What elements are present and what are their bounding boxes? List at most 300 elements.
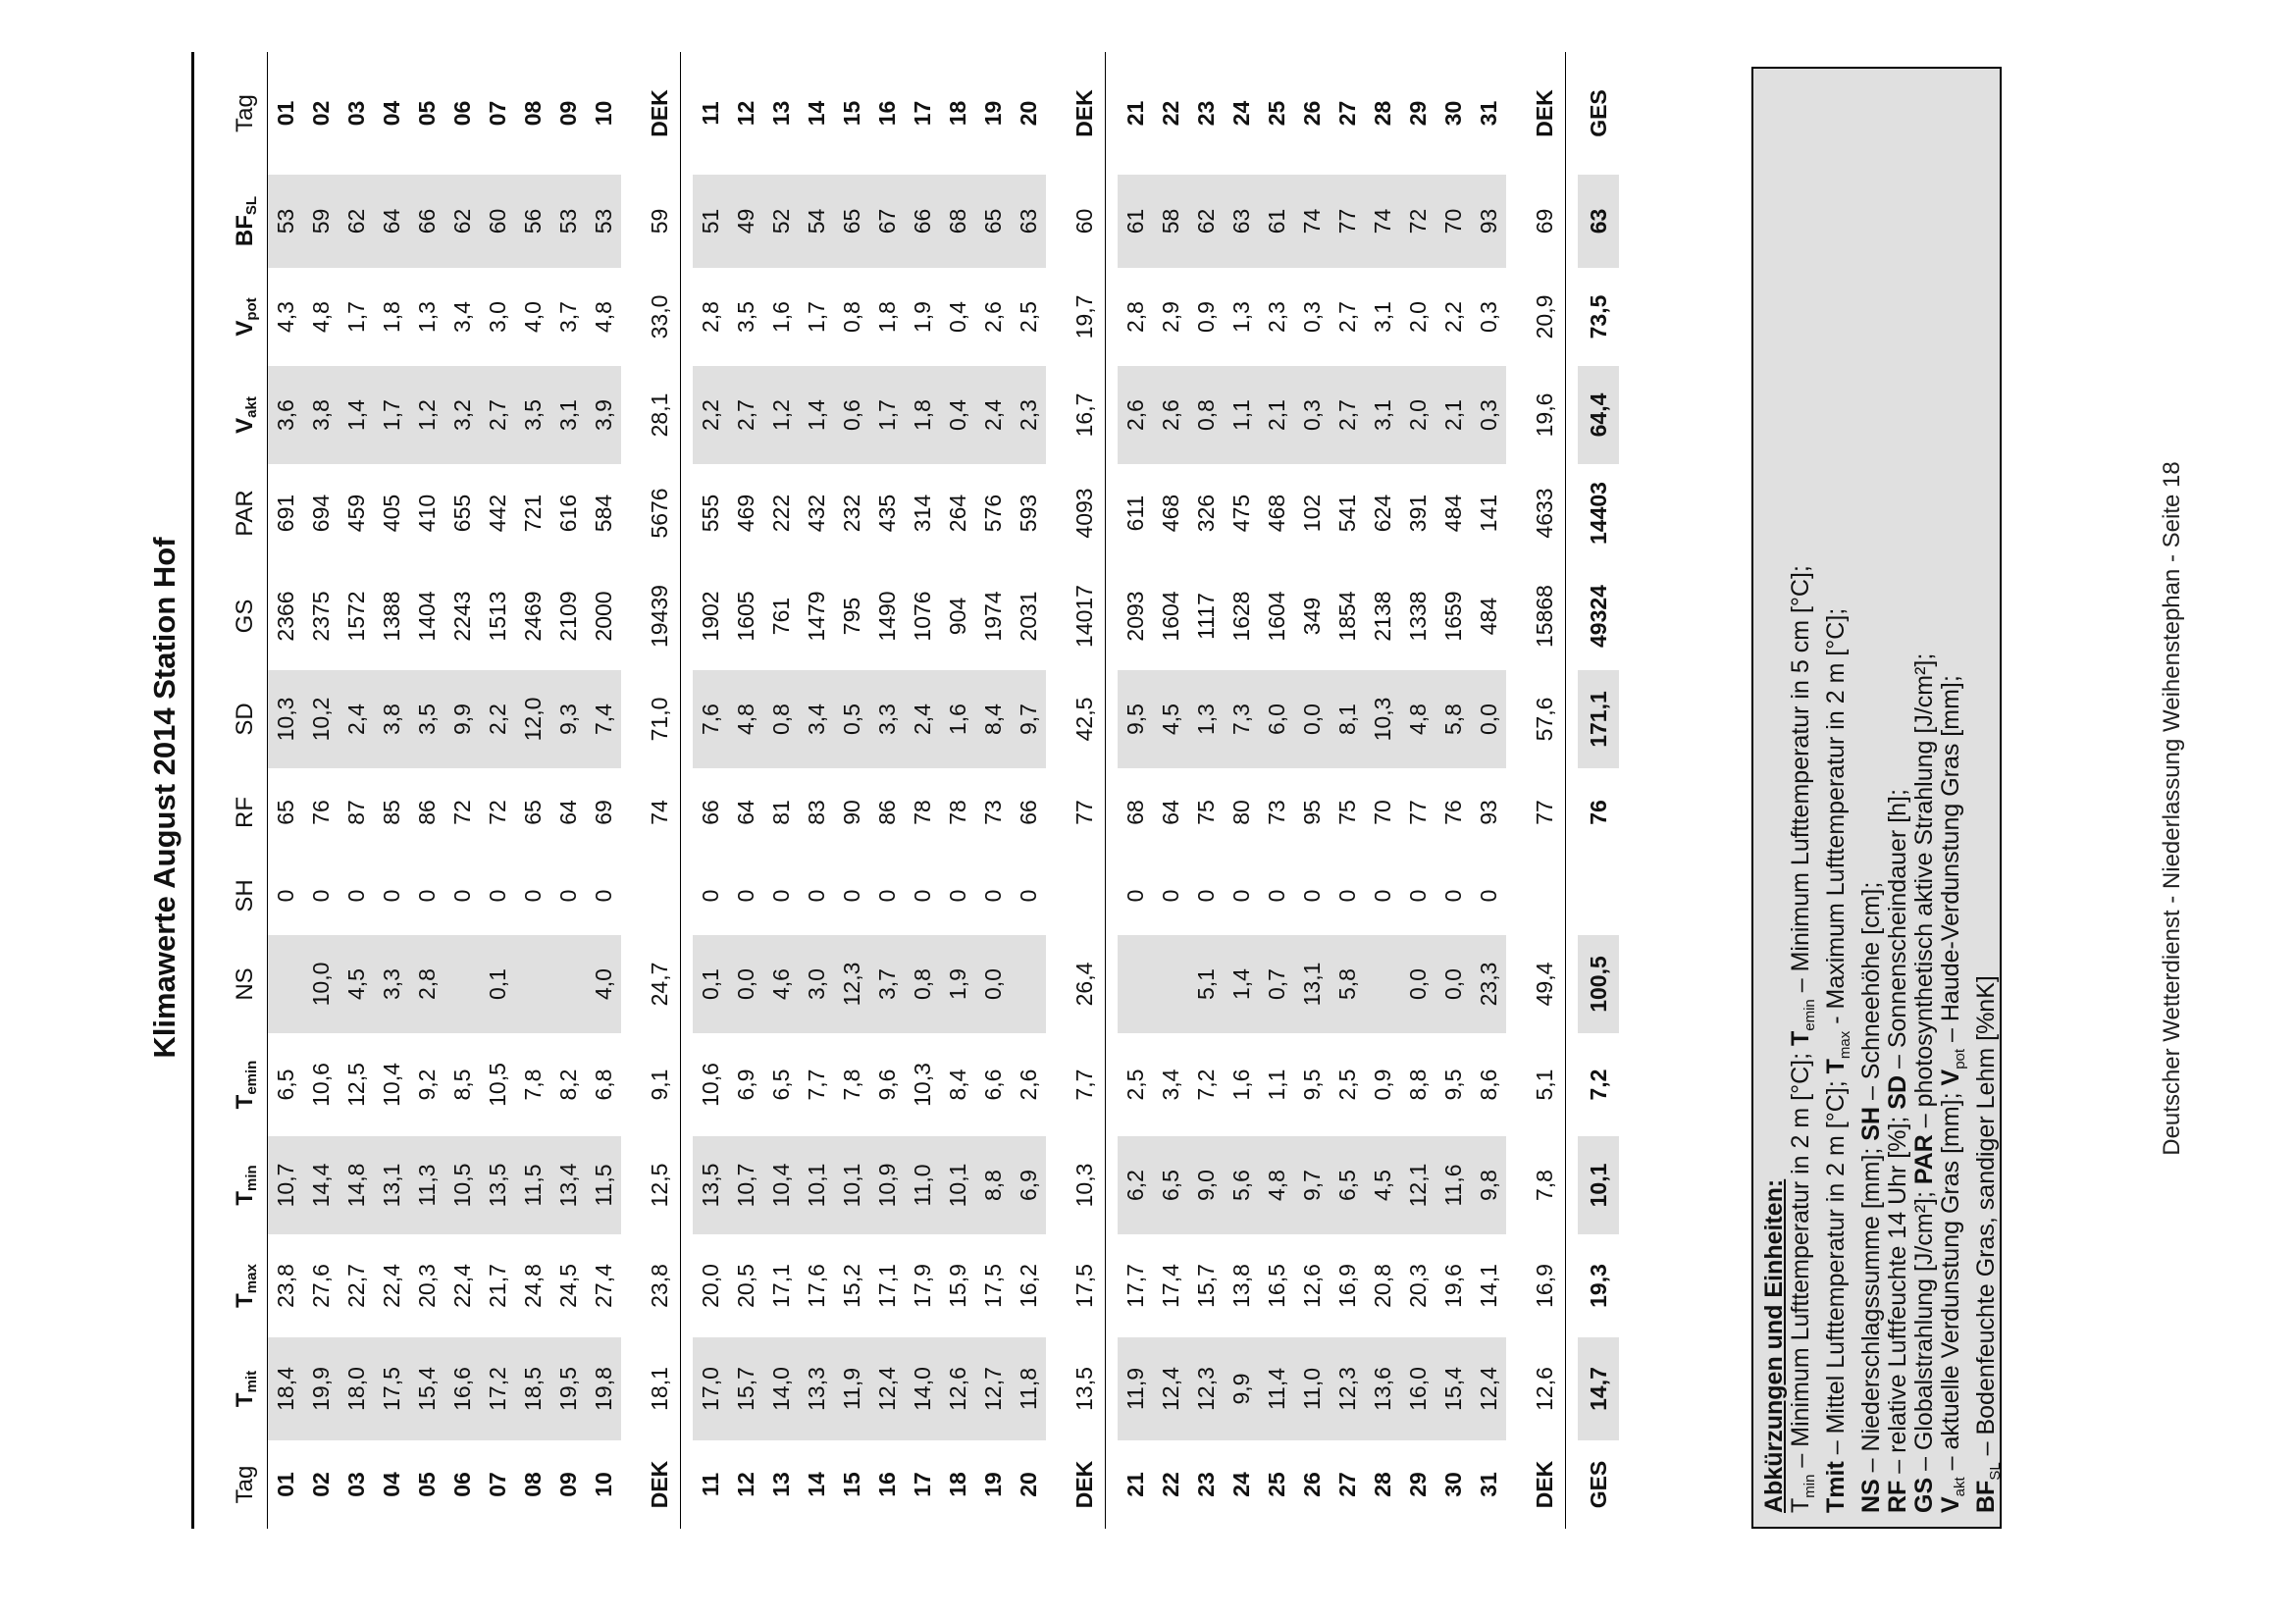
legend-lines — [1788, 82, 2009, 1513]
cell-tag: 22 — [1157, 1472, 1183, 1497]
cell-sh: 0 — [413, 889, 440, 903]
cell-sd: 9,5 — [1118, 670, 1153, 768]
cell-ns: 49,4 — [1531, 962, 1557, 1007]
cell-bfsl: 49 — [728, 175, 763, 268]
cell-tag2: 05 — [413, 100, 440, 127]
cell-tmit: 15,4 — [409, 1337, 444, 1440]
cell-sh: 0 — [272, 889, 298, 903]
cell-vakt: 2,6 — [1153, 366, 1188, 464]
cell-tag: 21 — [1122, 1472, 1148, 1497]
cell-tmin: 6,5 — [1153, 1136, 1188, 1234]
cell-ns: 23,3 — [1471, 935, 1506, 1033]
cell-tmax: 24,5 — [554, 1264, 581, 1308]
cell-rf: 65 — [272, 800, 298, 825]
column-header-tag: Tag — [224, 1440, 268, 1529]
cell-vpot: 0,9 — [1192, 301, 1219, 333]
cell-rf: 75 — [1333, 800, 1360, 825]
cell-par: 624 — [1369, 494, 1395, 533]
cell-par: 14403 — [1585, 482, 1611, 545]
cell-tmax: 20,3 — [1404, 1264, 1431, 1308]
cell-temin: 8,5 — [448, 1069, 475, 1101]
cell-rf: 66 — [697, 800, 723, 825]
legend-box — [1751, 67, 2002, 1529]
cell-rf: 78 — [909, 800, 935, 825]
cell-tmin: 10,4 — [763, 1136, 799, 1234]
cell-sh — [639, 857, 681, 935]
cell-vpot: 2,9 — [1157, 301, 1183, 333]
cell-par: 314 — [909, 494, 935, 533]
cell-vpot: 0,3 — [1475, 301, 1501, 333]
table-row — [940, 52, 975, 1529]
cell-tmit: 16,0 — [1400, 1337, 1435, 1440]
cell-par: 616 — [554, 494, 581, 533]
cell-temin: 10,6 — [697, 1063, 723, 1107]
cell-vakt: 2,1 — [1435, 366, 1471, 464]
row-spacer — [681, 52, 694, 1529]
cell-tmin: 12,1 — [1400, 1136, 1435, 1234]
column-header-gs: GS — [224, 562, 268, 670]
cell-vpot: 2,3 — [1263, 301, 1289, 333]
cell-tmin: 6,9 — [1011, 1136, 1046, 1234]
cell-vpot: 3,1 — [1369, 301, 1395, 333]
cell-par: 475 — [1227, 494, 1254, 533]
legend-heading: Abkürzungen und Einheiten: — [1760, 1178, 1788, 1513]
cell-tag2: 03 — [342, 100, 369, 127]
cell-tmit: 12,6 — [1531, 1367, 1557, 1411]
cell-sd: 12,0 — [515, 670, 550, 768]
cell-temin: 2,5 — [1333, 1069, 1360, 1101]
cell-temin: 9,2 — [413, 1069, 440, 1101]
cell-sh: 0 — [1015, 889, 1041, 903]
column-header-sd: SD — [224, 670, 268, 768]
row-spacer — [1506, 52, 1524, 1529]
table-row — [550, 52, 586, 1529]
cell-gs: 2375 — [307, 591, 334, 642]
cell-tmin: 4,5 — [1365, 1136, 1400, 1234]
cell-ns — [1153, 935, 1188, 1033]
cell-sh: 0 — [873, 889, 900, 903]
cell-sd: 5,8 — [1435, 670, 1471, 768]
table-row — [1330, 52, 1365, 1529]
row-spacer — [1106, 52, 1119, 1529]
cell-tag: 20 — [1015, 1472, 1041, 1497]
cell-vakt: 1,2 — [763, 366, 799, 464]
column-header-par: PAR — [224, 464, 268, 562]
cell-bfsl: 63 — [1224, 175, 1259, 268]
cell-tmin: 10,1 — [1578, 1136, 1619, 1234]
cell-rf: 78 — [944, 800, 970, 825]
cell-tmit: 14,7 — [1578, 1337, 1619, 1440]
cell-ns: 24,7 — [646, 962, 672, 1007]
cell-tag2: 06 — [448, 100, 475, 127]
cell-vpot: 0,4 — [944, 301, 970, 333]
cell-gs: 1117 — [1192, 593, 1219, 640]
cell-ns: 0,0 — [975, 935, 1011, 1033]
cell-tmit: 14,0 — [905, 1337, 940, 1440]
cell-temin: 7,7 — [803, 1069, 829, 1101]
cell-rf: 76 — [1585, 800, 1611, 825]
cell-ns: 0,1 — [480, 935, 515, 1033]
cell-tag2: 04 — [378, 100, 404, 127]
cell-par: 222 — [767, 494, 794, 533]
cell-tag2: 27 — [1333, 100, 1360, 127]
cell-sh: 0 — [1369, 889, 1395, 903]
table-row — [409, 52, 444, 1529]
cell-tag2: 14 — [803, 100, 829, 127]
cell-temin: 1,1 — [1263, 1069, 1289, 1101]
cell-sh: 0 — [307, 889, 334, 903]
cell-tag2: 21 — [1122, 100, 1148, 127]
cell-tag2: 25 — [1263, 100, 1289, 127]
cell-bfsl: 65 — [975, 175, 1011, 268]
column-header-vakt: $V_{akt}$ — [224, 366, 268, 464]
cell-par: 405 — [378, 494, 404, 533]
cell-vakt: 3,2 — [444, 366, 480, 464]
cell-sd: 3,3 — [869, 670, 905, 768]
cell-temin: 10,5 — [484, 1063, 510, 1107]
legend-line: Tmit – Mittel Lufttemperatur in 2 m [°C]; $T_{max}$ - Maximum Lufttemperatur in 2 m [°C]; — [1822, 607, 1853, 1513]
cell-tmin: 8,8 — [975, 1136, 1011, 1234]
table-row — [515, 52, 550, 1529]
column-header-ns: NS — [224, 935, 268, 1033]
cell-par: 326 — [1192, 494, 1219, 533]
cell-bfsl: 60 — [480, 175, 515, 268]
cell-ns: 4,0 — [586, 935, 621, 1033]
cell-temin: 7,2 — [1192, 1069, 1219, 1101]
cell-bfsl: 74 — [1294, 175, 1330, 268]
cell-rf: 64 — [554, 800, 581, 825]
cell-rf: 72 — [484, 800, 510, 825]
cell-rf: 69 — [590, 800, 616, 825]
cell-tmin: 13,5 — [693, 1136, 728, 1234]
cell-tag: 15 — [838, 1472, 864, 1497]
cell-ns — [1011, 935, 1046, 1033]
cell-tmit: 18,1 — [646, 1367, 672, 1411]
cell-vakt: 2,1 — [1259, 366, 1294, 464]
cell-par: 468 — [1157, 494, 1183, 533]
cell-tmin: 4,8 — [1259, 1136, 1294, 1234]
cell-temin: 6,5 — [767, 1069, 794, 1101]
cell-sd: 42,5 — [1070, 697, 1097, 742]
cell-gs: 2469 — [519, 591, 546, 642]
cell-tmit: 18,0 — [339, 1337, 374, 1440]
cell-temin: 8,6 — [1475, 1069, 1501, 1101]
table-row — [1471, 52, 1506, 1529]
cell-sd: 8,1 — [1330, 670, 1365, 768]
cell-vakt: 3,1 — [1365, 366, 1400, 464]
cell-tmax: 17,5 — [979, 1264, 1006, 1308]
cell-vpot: 20,9 — [1531, 294, 1557, 339]
cell-temin: 9,5 — [1298, 1069, 1325, 1101]
cell-vpot: 1,8 — [873, 301, 900, 333]
cell-ns: 5,8 — [1330, 935, 1365, 1033]
cell-tag: 31 — [1475, 1472, 1501, 1497]
column-header-tag2: Tag — [224, 52, 268, 175]
cell-bfsl: 51 — [693, 175, 728, 268]
cell-rf: 73 — [1263, 800, 1289, 825]
cell-tag: 09 — [554, 1472, 581, 1497]
cell-sd: 2,4 — [905, 670, 940, 768]
cell-tmax: 12,6 — [1298, 1264, 1325, 1308]
cell-tmax: 23,8 — [272, 1264, 298, 1308]
cell-sh: 0 — [909, 889, 935, 903]
cell-vpot: 3,7 — [554, 301, 581, 333]
table-row — [1259, 52, 1294, 1529]
cell-vakt: 0,3 — [1294, 366, 1330, 464]
cell-vakt: 2,7 — [728, 366, 763, 464]
cell-sh: 0 — [1475, 889, 1501, 903]
cell-gs: 14017 — [1070, 585, 1097, 648]
cell-par: 484 — [1439, 494, 1466, 533]
cell-sh: 0 — [1404, 889, 1431, 903]
cell-sh: 0 — [1227, 889, 1254, 903]
cell-rf: 75 — [1192, 800, 1219, 825]
table-row — [480, 52, 515, 1529]
cell-gs: 1604 — [1157, 591, 1183, 642]
cell-tmax: 17,1 — [873, 1264, 900, 1308]
cell-ns: 0,0 — [728, 935, 763, 1033]
cell-vakt: 2,3 — [1011, 366, 1046, 464]
cell-par: 4633 — [1531, 488, 1557, 539]
cell-par: 593 — [1015, 494, 1041, 533]
cell-sd: 8,4 — [975, 670, 1011, 768]
cell-tmit: 12,4 — [1153, 1337, 1188, 1440]
cell-sh: 0 — [484, 889, 510, 903]
cell-tag2: DEK — [646, 89, 672, 137]
cell-tag2: 30 — [1439, 100, 1466, 127]
cell-ns: 10,0 — [303, 935, 339, 1033]
cell-vakt: 1,1 — [1224, 366, 1259, 464]
cell-sd: 2,4 — [339, 670, 374, 768]
cell-bfsl: 59 — [646, 208, 672, 235]
cell-rf: 72 — [448, 800, 475, 825]
cell-rf: 64 — [1157, 800, 1183, 825]
cell-tmit: 11,4 — [1259, 1337, 1294, 1440]
column-header-tmit: $T_{mit}$ — [224, 1337, 268, 1440]
column-header-bfsl: $BF_{SL}$ — [224, 175, 268, 268]
cell-tag2: 10 — [590, 100, 616, 127]
cell-sh: 0 — [1263, 889, 1289, 903]
cell-tmin: 11,0 — [905, 1136, 940, 1234]
cell-tmit: 12,6 — [940, 1337, 975, 1440]
cell-tag2: 18 — [944, 100, 970, 127]
cell-par: 232 — [838, 494, 864, 533]
table-row — [1224, 52, 1259, 1529]
cell-vakt: 1,4 — [799, 366, 834, 464]
cell-ns: 1,9 — [940, 935, 975, 1033]
cell-vakt: 2,6 — [1118, 366, 1153, 464]
cell-tmit: 13,6 — [1365, 1337, 1400, 1440]
cell-par: 102 — [1298, 494, 1325, 533]
table-row — [268, 52, 304, 1529]
cell-sh: 0 — [554, 889, 581, 903]
cell-tmax: 27,4 — [590, 1264, 616, 1308]
cell-sd: 10,3 — [268, 670, 304, 768]
cell-tmax: 19,3 — [1585, 1264, 1611, 1308]
cell-tmax: 15,2 — [838, 1264, 864, 1308]
cell-rf: 70 — [1369, 800, 1395, 825]
cell-sd: 57,6 — [1531, 697, 1557, 742]
cell-tmax: 15,7 — [1192, 1264, 1219, 1308]
cell-vakt: 0,4 — [940, 366, 975, 464]
cell-sh — [1064, 857, 1106, 935]
cell-bfsl: 53 — [268, 175, 304, 268]
cell-ns — [1118, 935, 1153, 1033]
cell-bfsl: 52 — [763, 175, 799, 268]
cell-gs: 2093 — [1122, 591, 1148, 642]
cell-ns: 3,7 — [869, 935, 905, 1033]
cell-temin: 8,2 — [554, 1069, 581, 1101]
cell-tag: 02 — [307, 1472, 334, 1497]
cell-tag2: 28 — [1369, 100, 1395, 127]
table-row — [1294, 52, 1330, 1529]
cell-vpot: 73,5 — [1585, 294, 1611, 339]
cell-tag2: 15 — [838, 100, 864, 127]
table-row — [1365, 52, 1400, 1529]
cell-tmin: 10,1 — [940, 1136, 975, 1234]
cell-tag: 16 — [873, 1472, 900, 1497]
cell-vakt: 0,3 — [1471, 366, 1506, 464]
legend-line: $BF_{SL}$ – Bodenfeuchte Gras, sandiger Lehm [%nK] — [1972, 975, 2004, 1513]
cell-tmit: 11,9 — [1118, 1337, 1153, 1440]
cell-sd: 7,4 — [586, 670, 621, 768]
cell-par: 391 — [1404, 494, 1431, 533]
cell-sd: 0,0 — [1294, 670, 1330, 768]
cell-tmin: 13,1 — [374, 1136, 409, 1234]
cell-sd: 10,2 — [303, 670, 339, 768]
cell-gs: 2366 — [272, 591, 298, 642]
cell-ns — [550, 935, 586, 1033]
cell-gs: 2000 — [590, 591, 616, 642]
cell-tmit: 12,3 — [1330, 1337, 1365, 1440]
cell-ns: 0,1 — [693, 935, 728, 1033]
cell-ns: 4,5 — [339, 935, 374, 1033]
cell-temin: 6,6 — [979, 1069, 1006, 1101]
cell-sh — [1578, 857, 1619, 935]
cell-ns: 0,0 — [1435, 935, 1471, 1033]
cell-vakt: 19,6 — [1531, 392, 1557, 438]
cell-vakt: 2,7 — [480, 366, 515, 464]
cell-vpot: 1,7 — [803, 301, 829, 333]
cell-bfsl: 65 — [834, 175, 869, 268]
cell-temin: 2,5 — [1122, 1069, 1148, 1101]
cell-vpot: 2,0 — [1404, 301, 1431, 333]
cell-ns: 3,0 — [799, 935, 834, 1033]
cell-tag: 11 — [697, 1472, 723, 1497]
cell-vakt: 2,2 — [693, 366, 728, 464]
cell-sh: 0 — [1157, 889, 1183, 903]
cell-tag: 07 — [484, 1472, 510, 1497]
cell-par: 435 — [873, 494, 900, 533]
cell-par: 691 — [272, 494, 298, 533]
cell-tmax: 20,3 — [413, 1264, 440, 1308]
cell-gs: 1854 — [1333, 591, 1360, 642]
cell-temin: 6,8 — [590, 1069, 616, 1101]
cell-tmit: 17,0 — [693, 1337, 728, 1440]
cell-vpot: 33,0 — [646, 294, 672, 339]
cell-gs: 1628 — [1227, 591, 1254, 642]
cell-sh: 0 — [448, 889, 475, 903]
cell-temin: 8,4 — [944, 1069, 970, 1101]
cell-bfsl: 60 — [1070, 208, 1097, 235]
cell-tmax: 17,4 — [1157, 1264, 1183, 1308]
cell-tmax: 16,9 — [1333, 1264, 1360, 1308]
table-row — [339, 52, 374, 1529]
cell-tmit: 13,3 — [799, 1337, 834, 1440]
cell-rf: 77 — [1404, 800, 1431, 825]
cell-tag: DEK — [1070, 1460, 1097, 1509]
cell-bfsl: 66 — [905, 175, 940, 268]
cell-sd: 7,6 — [693, 670, 728, 768]
cell-tmax: 21,7 — [484, 1264, 510, 1308]
cell-ns: 12,3 — [834, 935, 869, 1033]
cell-tag: DEK — [1531, 1460, 1557, 1509]
cell-rf: 76 — [1439, 800, 1466, 825]
legend-line: GS – Globalstrahlung [J/cm²]; PAR – photosynthetisch aktive Strahlung [J/cm²]; — [1910, 652, 1938, 1513]
cell-bfsl: 53 — [550, 175, 586, 268]
cell-par: 469 — [732, 494, 758, 533]
cell-tmit: 17,5 — [374, 1337, 409, 1440]
cell-vpot: 3,0 — [484, 301, 510, 333]
cell-vakt: 3,8 — [303, 366, 339, 464]
table-row — [799, 52, 834, 1529]
cell-vpot: 1,6 — [767, 301, 794, 333]
cell-rf: 93 — [1475, 800, 1501, 825]
cell-tag2: 16 — [873, 100, 900, 127]
cell-tmax: 13,8 — [1227, 1264, 1254, 1308]
cell-tag2: 17 — [909, 100, 935, 127]
cell-gs: 1404 — [413, 591, 440, 642]
cell-sh: 0 — [1192, 889, 1219, 903]
cell-vakt: 3,5 — [515, 366, 550, 464]
cell-tmit: 9,9 — [1224, 1337, 1259, 1440]
table-row — [728, 52, 763, 1529]
cell-sd: 9,7 — [1011, 670, 1046, 768]
cell-tag2: 01 — [272, 100, 298, 127]
cell-bfsl: 53 — [586, 175, 621, 268]
cell-vpot: 2,2 — [1439, 301, 1466, 333]
cell-ns: 0,8 — [905, 935, 940, 1033]
cell-sd: 6,0 — [1259, 670, 1294, 768]
cell-vpot: 1,3 — [1227, 301, 1254, 333]
cell-tmit: 12,4 — [869, 1337, 905, 1440]
cell-tag2: 08 — [519, 100, 546, 127]
cell-tag2: 07 — [484, 100, 510, 127]
cell-tmax: 17,6 — [803, 1264, 829, 1308]
cell-tmin: 9,8 — [1471, 1136, 1506, 1234]
cell-tmin: 13,5 — [480, 1136, 515, 1234]
cell-gs: 2109 — [554, 591, 581, 642]
cell-rf: 86 — [413, 800, 440, 825]
cell-tmit: 12,7 — [975, 1337, 1011, 1440]
cell-bfsl: 74 — [1365, 175, 1400, 268]
cell-tag2: 29 — [1404, 100, 1431, 127]
cell-vakt: 2,4 — [975, 366, 1011, 464]
cell-par: 4093 — [1070, 488, 1097, 539]
cell-sh: 0 — [378, 889, 404, 903]
cell-tmax: 27,6 — [307, 1264, 334, 1308]
cell-tmin: 12,5 — [646, 1163, 672, 1208]
cell-vakt: 16,7 — [1070, 392, 1097, 438]
cell-tag2: 02 — [307, 100, 334, 127]
cell-rf: 83 — [803, 800, 829, 825]
cell-temin: 6,9 — [732, 1069, 758, 1101]
cell-tmin: 6,2 — [1118, 1136, 1153, 1234]
cell-ns: 4,6 — [763, 935, 799, 1033]
cell-par: 541 — [1333, 494, 1360, 533]
cell-tag: 13 — [767, 1472, 794, 1497]
cell-gs: 795 — [838, 597, 864, 636]
